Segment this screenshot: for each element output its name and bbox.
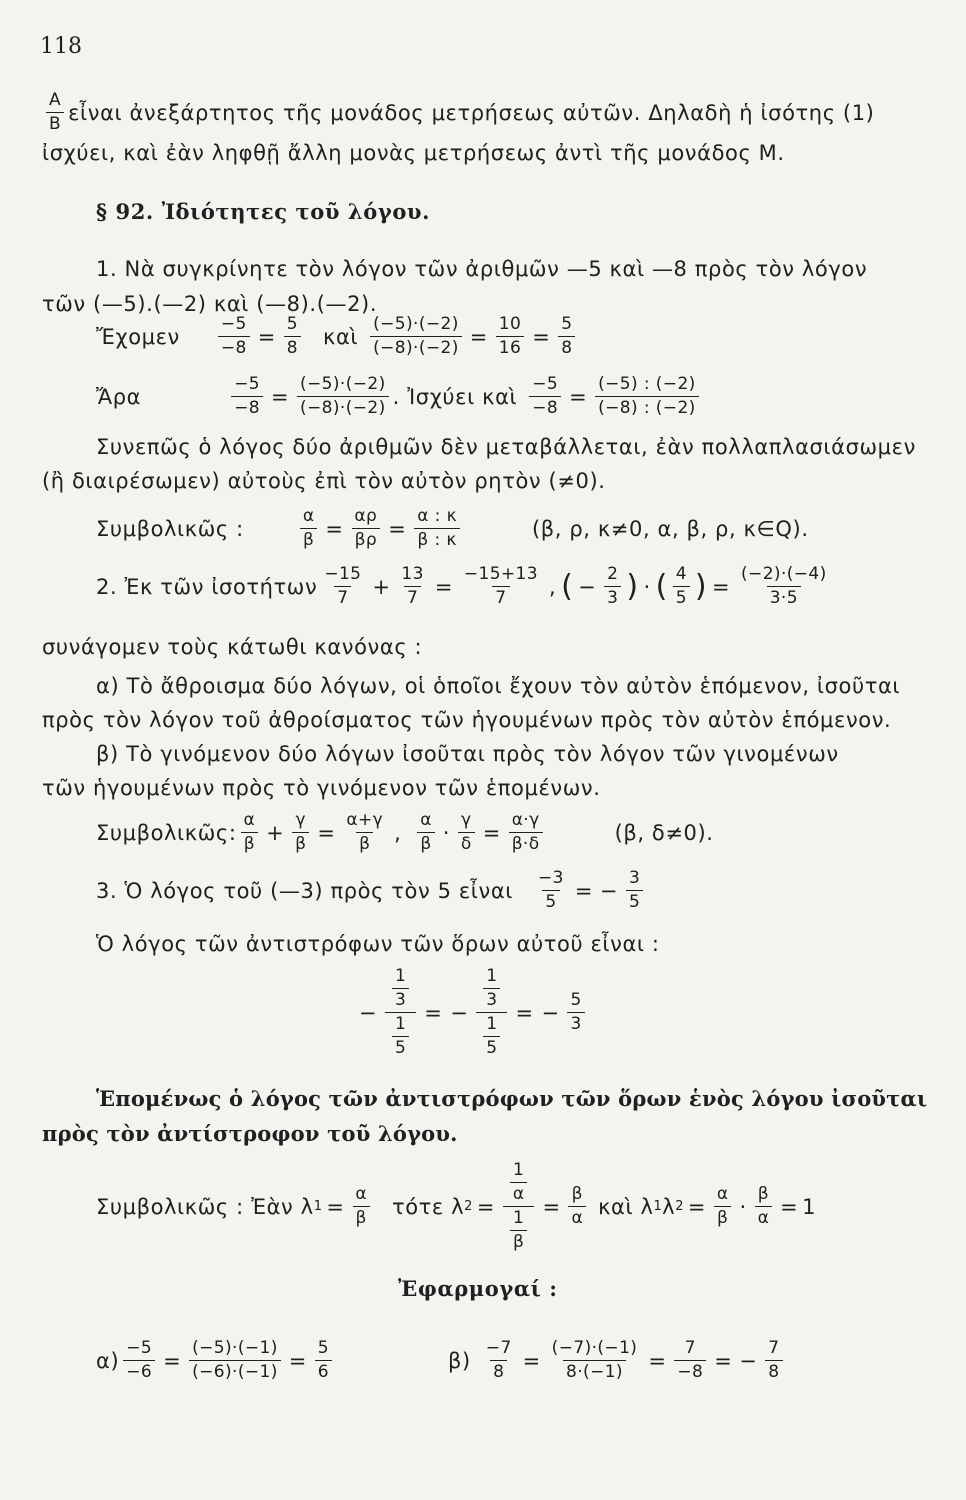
item2-synagomen: συνάγομεν τοὺς κάτωθι κανόνας :	[42, 635, 423, 659]
bold-conclusion-2: πρὸς τὸν ἀντίστροφον τοῦ λόγου.	[42, 1121, 458, 1146]
ratio-a-over-b: $\frac{A}{B}$	[46, 92, 64, 133]
item1-line-a: 1. Νὰ συγκρίνητε τὸν λόγον τῶν ἀριθμῶν —5 καὶ —8 πρὸς τὸν λόγον	[96, 257, 868, 281]
application-a: α) $\frac{-5}{-6}$ = $\frac{(-5)\cdot(-1)}{(-6)\cdot(-1)}$ = $\frac{5}{6}$	[96, 1340, 336, 1381]
item1-equation-2: Ἄρα $\frac{-5}{-8}$ = $\frac{(-5)\cdot(-2)}{(-8)\cdot(-2)}$ . Ἰσχύει καὶ $\frac{-5}{-8}$ = $\frac{(-5) : (-2)}{(-8) : (-2)}$	[96, 376, 703, 417]
section-heading: § 92. Ἰδιότητες τοῦ λόγου.	[96, 199, 431, 224]
item2-rule-b-2: τῶν ἡγουμένων πρὸς τὸ γινόμενον τῶν ἑπομένων.	[42, 776, 601, 800]
item2-rule-a-2: πρὸς τὸν λόγον τοῦ ἀθροίσματος τῶν ἡγουμένων πρὸς τὸν αὐτὸν ἑπόμενον.	[42, 708, 892, 732]
item2-rule-a-1: α) Τὸ ἄθροισμα δύο λόγων, οἱ ὁποῖοι ἔχουν τὸν αὐτὸν ἑπόμενον, ἰσοῦται	[96, 674, 901, 698]
compound-frac-2: $\frac{\frac{1}{3}}{\frac{1}{5}}$	[476, 968, 507, 1057]
item1-symbolic: Συμβολικῶς : $\frac{\alpha}{\beta}$ = $\frac{\alpha\rho}{\beta\rho}$ = $\frac{\alpha : \kappa}{\beta : \kappa}$ (β, ρ, κ≠0, α, β, ρ, κ∈Q).	[96, 506, 809, 550]
item2-equations: 2. Ἐκ τῶν ἰσοτήτων $\frac{-15}{7}$ + $\frac{13}{7}$ = $\frac{-15+13}{7}$ , ( − $\frac{2}{3}$ ) · ( $\frac{4}{5}$ ) = $\frac{(-2)\cdot(-4)}{3\cdot 5}$	[96, 564, 827, 608]
final-symbolic: Συμβολικῶς : Ἐὰν λ 1 = $\frac{\alpha}{\beta}$ τότε λ 2 = $\frac{\frac{1}{\alpha}}{\frac{1}{\beta}}$ = $\frac{\beta}{\alpha}$ καὶ λ 1 λ 2 = $\frac{\alpha}{\beta}$ · $\frac{\beta}{\alpha}$ = 1	[96, 1160, 817, 1252]
intro-line-2: ἰσχύει, καὶ ἐὰν ληφθῇ ἄλλη μονὰς μετρήσεως ἀντὶ τῆς μονάδος M.	[42, 141, 785, 165]
item3-compound-fraction: − $\frac{\frac{1}{3}}{\frac{1}{5}}$ = − $\frac{\frac{1}{3}}{\frac{1}{5}}$ = − $\frac{5}{3}$	[355, 968, 589, 1057]
intro-line-1	[42, 92, 874, 133]
item1-conclusion-a: Συνεπῶς ὁ λόγος δύο ἀριθμῶν δὲν μεταβάλλεται, ἐὰν πολλαπλασιάσωμεν	[96, 435, 916, 459]
page-number: 118	[40, 34, 82, 59]
item1-conclusion-b: (ἢ διαιρέσωμεν) αὐτοὺς ἐπὶ τὸν αὐτὸν ρητὸν (≠0).	[42, 469, 606, 493]
applications-heading: Ἐφαρμογαί :	[398, 1276, 558, 1301]
bold-conclusion-1: Ἑπομένως ὁ λόγος τῶν ἀντιστρόφων τῶν ὅρων ἑνὸς λόγου ἰσοῦται	[96, 1086, 928, 1111]
intro-line-1-text: εἶναι ἀνεξάρτητος τῆς μονάδος μετρήσεως αὐτῶν. Δηλαδὴ ἡ ἰσότης (1)	[68, 100, 875, 125]
item2-rule-b-1: β) Τὸ γινόμενον δύο λόγων ἰσοῦται πρὸς τὸν λόγον τῶν γινομένων	[96, 742, 839, 766]
item1-line-b: τῶν (—5).(—2) καὶ (—8).(—2).	[42, 292, 378, 316]
compound-frac-1: $\frac{\frac{1}{3}}{\frac{1}{5}}$	[385, 968, 416, 1057]
item3-intro: 3. Ὁ λόγος τοῦ (—3) πρὸς τὸν 5 εἶναι $\frac{-3}{5}$ = − $\frac{3}{5}$	[96, 870, 647, 911]
item2-symbolic: Συμβολικῶς: $\frac{\alpha}{\beta}$ + $\frac{\gamma}{\beta}$ = $\frac{\alpha+\gamma}{\beta}$ , $\frac{\alpha}{\beta}$ · $\frac{\gamma}{\delta}$ = $\frac{\alpha\cdot\gamma}{\beta\cdot\delta}$ (β, δ≠0).	[96, 810, 714, 854]
final-compound-frac: $\frac{\frac{1}{\alpha}}{\frac{1}{\beta}}$	[503, 1162, 535, 1251]
application-b: β) $\frac{-7}{8}$ = $\frac{(-7)\cdot(-1)}{8\cdot(-1)}$ = $\frac{7}{-8}$ = − $\frac{7}{8}$	[448, 1340, 787, 1381]
item1-equation-1: Ἔχομεν $\frac{-5}{-8}$ = $\frac{5}{8}$ καὶ $\frac{(-5)\cdot(-2)}{(-8)\cdot(-2)}$ = $\frac{10}{16}$ = $\frac{5}{8}$	[96, 316, 579, 357]
item3-reverse-text: Ὁ λόγος τῶν ἀντιστρόφων τῶν ὅρων αὐτοῦ εἶναι :	[96, 932, 660, 956]
